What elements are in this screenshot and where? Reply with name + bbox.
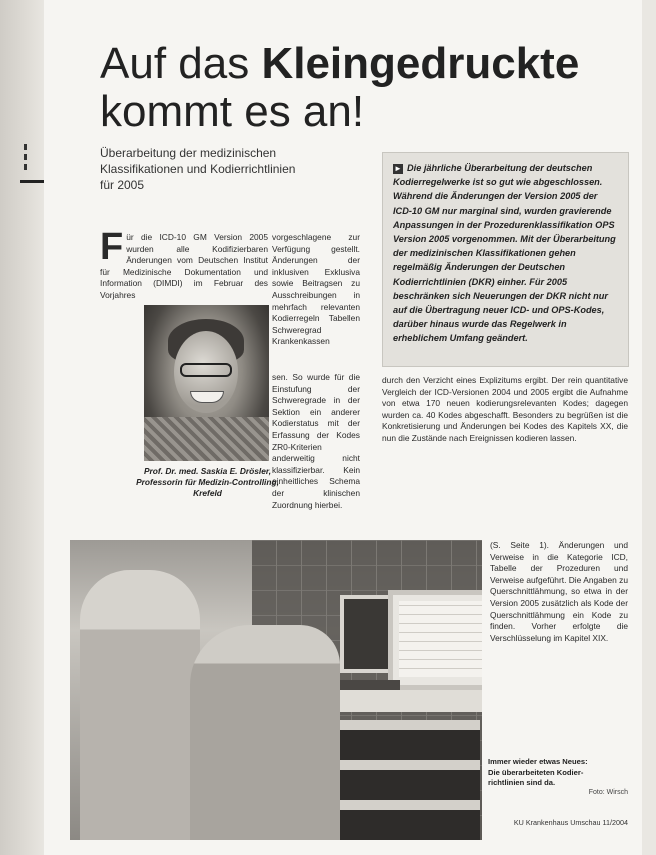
page-edge-bar <box>20 180 44 183</box>
photo-caption <box>488 757 628 789</box>
arrow-icon: ► <box>394 164 402 173</box>
title-line2: kommt es an! <box>100 87 365 136</box>
title-regular: Auf das <box>100 39 262 88</box>
body-text-3: durch den Verzicht eines Explizitums ergibt. Der rein quantitative Vergleich der ICD-Versionen 2004 und 2005 ergibt die Aufnahme von etwa 170 neuen kodierungsrelevanten Kodes; dagegen wurden ca. 40 Kodes abgeschafft. Besonders zu begrüßen ist die Konkretisierung und Änderungen bei Kodes des Kapitels XX, die nun die Zustände nach Ereignissen kodieren lassen. <box>382 375 628 443</box>
body-text-4: (S. Seite 1). Änderungen und Verweise in die Kategorie ICD, Tabelle der Prozeduren und Verweise aufgeführt. Die Angaben zu Querschnittlähmung, so etwa in der Version 2005 zusätzlich als Kode der Querschnittlähmung ein Kode zu finden. Vorher erfolgte die Verschlüsselung im Kapitel XIX. <box>490 540 628 643</box>
subtitle-line2: Klassifikationen und Kodierrichtlinien <box>100 162 296 176</box>
body-text-2: sen. So wurde für die Einstufung der Schweregrade in der Sektion ein anderer Kodierstatus mit der Erfassung der Kodes ZR0-Kriterien anderweitig nicht klassifizierbar. Kein einheitliches Schema der klinischen Zuordnung hierbei. <box>272 372 360 510</box>
hospital-photo <box>70 540 482 840</box>
subtitle-line1: Überarbeitung der medizinischen <box>100 146 277 160</box>
body-column-1 <box>100 226 268 302</box>
subtitle-line3: für 2005 <box>100 178 145 192</box>
portrait-caption-line1: Prof. Dr. med. Saskia E. Drösler, <box>143 466 272 476</box>
photo-nurse-seated <box>190 625 340 840</box>
page-binding <box>0 0 44 855</box>
photo-credit: Foto: Wirsch <box>588 789 628 796</box>
portrait-glasses <box>180 363 232 377</box>
portrait-caption-line3: Krefeld <box>193 488 222 498</box>
body-text-1b: vorgeschlagene zur Verfügung gestellt. Änderungen der inklusiven Exklusiva sowie Beitragsen zu Ausschreibungen in mehrfach relevanten Kodierregeln Tabellen Schweregrad Krankenkassen <box>272 232 360 347</box>
photo-caption-line3: richtlinien sind da. <box>488 778 556 787</box>
portrait-body <box>144 417 269 461</box>
photo-monitor-right <box>388 590 482 690</box>
photo-nurse-standing <box>80 570 200 840</box>
photo-caption-line1: Immer wieder etwas Neues: <box>488 757 588 766</box>
author-portrait <box>144 305 269 461</box>
body-text-1: ür die ICD-10 GM Version 2005 wurden alle Kodifizierbaren Änderungen vom Deutschen Institut für Medizinische Dokumentation und Information (DIMDI) im Februar des Vorjahres <box>100 232 268 300</box>
body-column-3 <box>382 375 628 535</box>
page-footer: KU Krankenhaus Umschau 11/2004 <box>513 818 628 827</box>
dropcap: F <box>100 226 124 268</box>
body-column-1b <box>272 232 360 348</box>
title-bold: Kleingedruckte <box>261 39 580 88</box>
article-title <box>100 40 620 136</box>
photo-monitor-screen <box>399 601 482 677</box>
body-column-4 <box>490 540 628 745</box>
teaser-text: Die jährliche Überarbeitung der deutschen Kodierregelwerke ist so gut wie abgeschlossen. Während die Änderungen der Version 2005 der ICD-10 GM nur marginal sind, wurden gravierende Anpassungen in der Prozedurenklassifikation OPS Version 2005 vorgenommen. Mit der Überarbeitung der medizinischen Klassifikationen gehen regelmäßig Änderungen der Deutschen Kodierrichtlinien (DKR) einher. Für 2005 beschränken sich Neuerungen der DKR nicht nur auf die Übertragung neuer ICD- und OPS-Kodes, darüber hinaus wurde das Regelwerk in erheblichem Umfang geändert. <box>393 163 616 344</box>
portrait-caption-line2: Professorin für Medizin-Controlling, <box>136 477 279 487</box>
article-subtitle <box>100 145 320 193</box>
portrait-caption <box>120 466 295 499</box>
photo-caption-line2: Die überarbeiteten Kodier- <box>488 767 584 777</box>
teaser-box <box>382 152 629 367</box>
